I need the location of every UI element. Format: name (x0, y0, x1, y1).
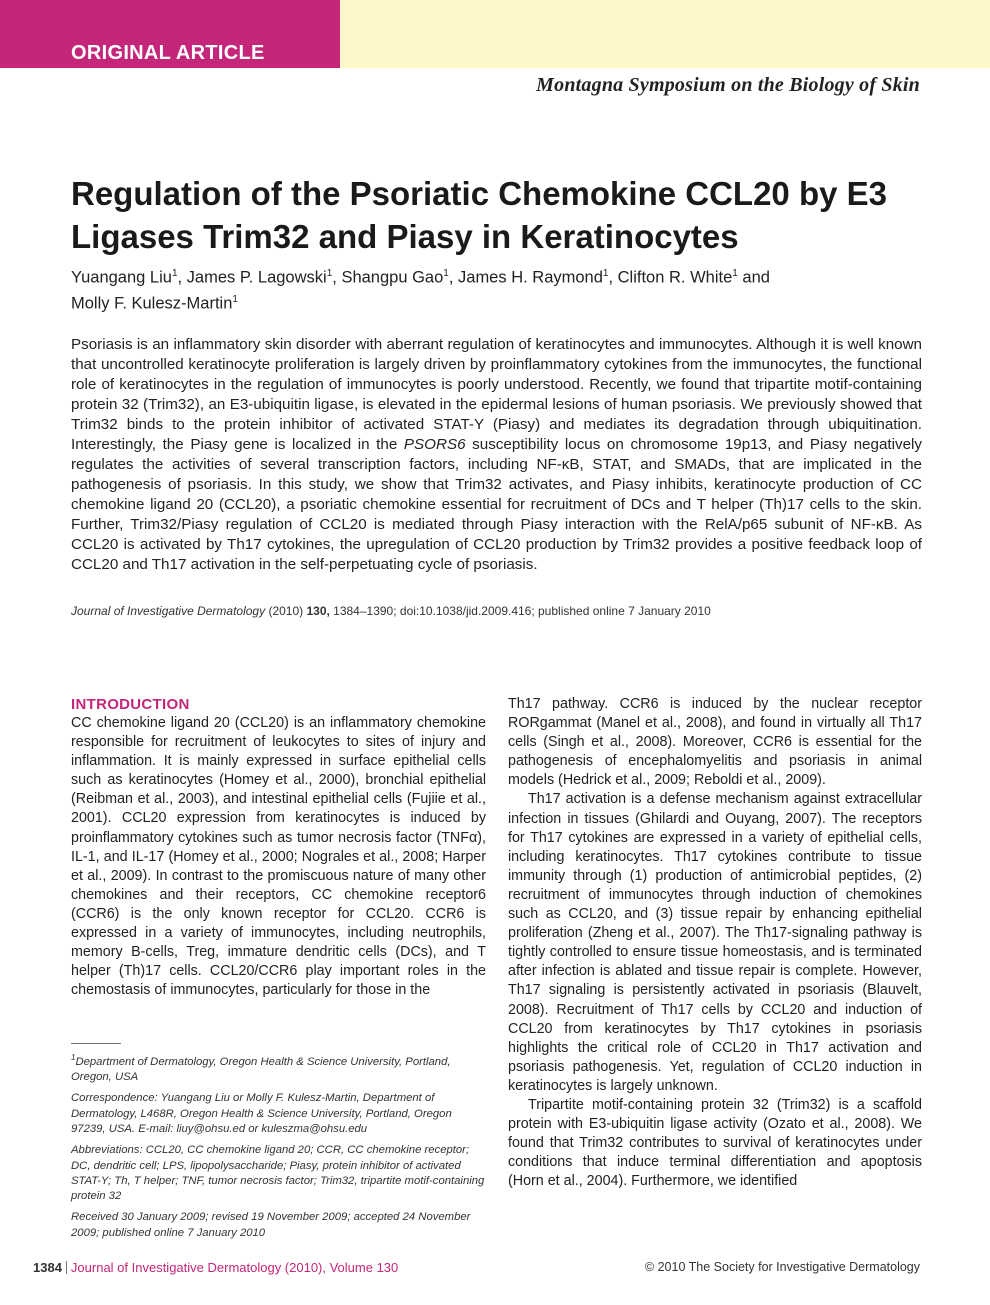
author-name: Shangpu Gao (341, 268, 444, 287)
affiliation-mark: 1 (232, 293, 238, 305)
author-separator: , (448, 268, 459, 287)
footnote-affiliation (71, 1050, 486, 1085)
body-text (71, 714, 486, 1000)
body-text (508, 695, 922, 1191)
footnote-correspondence: Correspondence: Yuangang Liu or Molly F. Kulesz-Martin, Department of Dermatology, L468R, Oregon Health & Science University, Portland, Oregon 97239, USA. E-mail: liuy@ohsu.ed or kuleszma@ohsu.edu (71, 1092, 452, 1135)
affiliation-mark: 1 (443, 268, 449, 279)
affiliation-mark: 1 (171, 268, 178, 279)
affiliation-mark: 1 (326, 268, 333, 279)
author-separator: , (608, 268, 618, 287)
footer-journal: Journal of Investigative Dermatology (2010), Volume 130 (70, 1260, 399, 1275)
paragraph: Tripartite motif-containing protein 32 (Trim32) is a scaffold protein with E3-ubiquitin ligase activity (Ozato et al., 2008). We found that Trim32 contributes to survival of keratinocytes under conditions that induce terminal differentiation and apoptosis (Horn et al., 2004). Furthermore, we identified (508, 1096, 922, 1190)
footer-left (33, 1260, 398, 1275)
article-type-label: ORIGINAL ARTICLE (71, 42, 265, 64)
footer-copyright: © 2010 The Society for Investigative Dermatology (644, 1260, 920, 1274)
left-column (71, 695, 486, 1000)
author-name: Clifton R. White (617, 268, 733, 287)
citation-volume: 130, (306, 604, 330, 618)
author-name: Molly F. Kulesz-Martin (71, 294, 233, 312)
page-number: 1384 (33, 1260, 62, 1275)
article-title: Regulation of the Psoriatic Chemokine CCL20 by E3 Ligases Trim32 and Piasy in Keratinocytes (71, 175, 887, 255)
right-column (508, 695, 922, 1191)
abstract-text: susceptibility locus on chromosome 19p13, and Piasy negatively regulates the activities of several transcription factors, including NF-κB, STAT, and SMADs, that are implicated in the pathogenesis of psoriasis. In this study, we show that Trim32 activates, and Piasy inhibits, keratinocyte production of CC chemokine ligand 20 (CCL20), a psoriatic chemokine essential for recruitment of DCs and T helper (Th)17 cells to the skin. Further, Trim32/Piasy regulation of CCL20 is mediated through Piasy interaction with the RelA/p65 subunit of NF-κB. As CCL20 is activated by Th17 cytokines, the upregulation of CCL20 production by Trim32 provides a positive feedback loop of CCL20 and Th17 activation in the self-perpetuating cycle of psoriasis. (71, 436, 922, 573)
paragraph: Th17 activation is a defense mechanism against extracellular infection in tissues (Ghilardi and Ouyang, 2007). The receptors for Th17 cytokines are expressed in a variety of epithelial cells, including keratinocytes. Th17 cytokines contribute to tissue immunity through (1) production of antimicrobial peptides, (2) recruitment of immunocytes through induction of chemokines such as CCL20, and (3) tissue repair by enhancing epithelial proliferation (Zheng et al., 2007). The Th17-signaling pathway is tightly controlled to ensure tissue homeostasis, and is terminated after infection is ablated and tissue repair is complete. However, Th17 signaling is persistently activated in psoriasis (Blauvelt, 2008). Recruitment of Th17 cells by CCL20 and induction of CCL20 from keratinocytes by Th17 cytokines in psoriasis highlights the critical role of CCL20 in Th17 activation and psoriasis pathogenesis. Yet, regulation of CCL20 induction in keratinocytes is largely unknown. (508, 791, 922, 1094)
gene-locus: PSORS6 (403, 436, 466, 453)
author-name: Yuangang Liu (71, 268, 172, 287)
paragraph: CC chemokine ligand 20 (CCL20) is an inflammatory chemokine responsible for recruitment of leukocytes to sites of injury and inflammation. It is mainly expressed in surface epithelial cells such as keratinocytes (Homey et al., 2000), bronchial epithelial (Reibman et al., 2003), and intestinal epithelial cells (Fujiie et al., 2001). CCL20 expression from keratinocytes is induced by proinflammatory cytokines such as tumor necrosis factor (TNFα), IL-1, and IL-17 (Homey et al., 2000; Nograles et al., 2008; Harper et al., 2009). In contrast to the promiscuous nature of many other chemokines and their receptors, CC chemokine receptor6 (CCR6) is the only known receptor for CCL20. CCR6 is expressed in a variety of immunocytes, including neutrophils, memory B-cells, Treg, immature dendritic cells (DCs), and T helper (Th)17 cells. CCL20/CCR6 play important roles in the chemostasis of immunocytes, particularly for those in the (71, 715, 486, 999)
section-heading-introduction: INTRODUCTION (71, 696, 190, 713)
author-name: James P. Lagowski (186, 268, 327, 287)
author-separator: , (332, 268, 342, 287)
citation-journal: Journal of Investigative Dermatology (71, 604, 266, 618)
abstract-text: Psoriasis is an inflammatory skin disorder with aberrant regulation of keratinocytes and immunocytes. Although it is well known that uncontrolled keratinocyte proliferation is largely driven by proinflammatory cytokines from the immunocytes, the functional role of keratinocytes in the regulation of immunocytes is poorly understood. Recently, we found that tripartite motif-containing protein 32 (Trim32), an E3-ubiquitin ligase, is elevated in the epidermal lesions of human psoriasis. We previously showed that Trim32 binds to the protein inhibitor of activated STAT-Y (Piasy) and mediates its degradation through ubiquitination. Interestingly, the Piasy gene is localized in the (71, 336, 922, 453)
affiliation-mark: 1 (732, 268, 738, 279)
citation-year: (2010) (265, 604, 307, 618)
affiliation-mark: 1 (71, 1053, 76, 1062)
footer-separator (66, 1261, 67, 1274)
author-name: James H. Raymond (458, 268, 603, 287)
affiliation-text: Department of Dermatology, Oregon Health & Science University, Portland, Oregon, USA (71, 1055, 451, 1084)
citation-rest: 1384–1390; doi:10.1038/jid.2009.416; published online 7 January 2010 (329, 604, 711, 618)
footnote-divider (71, 1043, 121, 1044)
footnote-received: Received 30 January 2009; revised 19 November 2009; accepted 24 November 2009; published online 7 January 2010 (71, 1211, 471, 1239)
footnotes (71, 1050, 486, 1247)
paragraph: Th17 pathway. CCR6 is induced by the nuclear receptor RORgammat (Manel et al., 2008), and found in virtually all Th17 cells (Singh et al., 2008). Moreover, CCR6 is essential for the pathogenesis of encephalomyelitis and psoriasis in animal models (Hedrick et al., 2009; Reboldi et al., 2009). (508, 696, 922, 789)
author-separator: , (177, 268, 187, 287)
abstract (71, 335, 922, 575)
author-list (71, 263, 931, 314)
footnote-abbreviations: Abbreviations: CCL20, CC chemokine ligand 20; CCR, CC chemokine receptor; DC, dendritic cell; LPS, lipopolysaccharide; Piasy, protein inhibitor of activated STAT-Y; Th, T helper; TNF, tumor necrosis factor; Trim32, tripartite motif-containing protein 32 (71, 1144, 485, 1203)
symposium-title: Montagna Symposium on the Biology of Skin (536, 74, 920, 96)
author-separator: and (737, 268, 770, 287)
citation-line (71, 604, 711, 618)
affiliation-mark: 1 (602, 268, 609, 279)
